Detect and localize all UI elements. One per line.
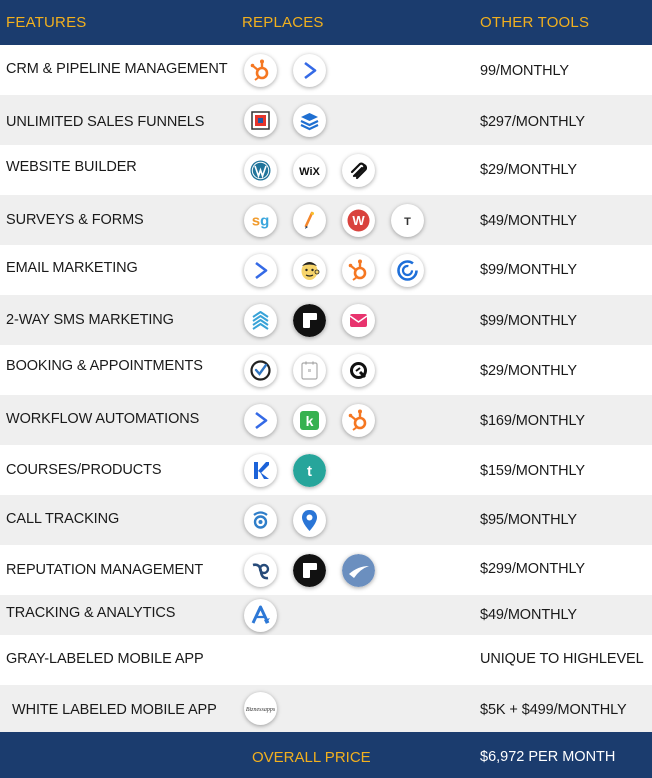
feature-label: COURSES/PRODUCTS	[6, 462, 162, 478]
replaced-tools	[244, 354, 375, 387]
other-tools-price: 99/MONTHLY	[480, 63, 569, 79]
wufoo-icon	[342, 204, 375, 237]
acuity-icon	[244, 354, 277, 387]
replaced-tools	[244, 454, 326, 487]
podium-icon	[293, 554, 326, 587]
header-other-tools: OTHER TOOLS	[480, 14, 590, 31]
calendar-icon	[293, 354, 326, 387]
header-replaces: REPLACES	[242, 14, 324, 31]
surveygizmo-icon	[244, 204, 277, 237]
replaced-tools	[244, 204, 424, 237]
callrail-icon	[244, 504, 277, 537]
squarespace-icon	[342, 154, 375, 187]
other-tools-price: $99/MONTHLY	[480, 313, 577, 329]
other-tools-price: $5K + $499/MONTHLY	[480, 702, 627, 718]
other-tools-price: $299/MONTHLY	[480, 561, 585, 577]
other-tools-price: $95/MONTHLY	[480, 512, 577, 528]
feature-label: GRAY-LABELED MOBILE APP	[6, 651, 204, 667]
replaced-tools	[244, 504, 326, 537]
table-row	[0, 395, 652, 445]
table-row	[0, 45, 652, 95]
replaced-tools	[244, 692, 277, 725]
feature-label: TRACKING & ANALYTICS	[6, 605, 176, 621]
replaced-tools	[244, 599, 277, 632]
replaced-tools	[244, 404, 375, 437]
svg-text:sg: sg	[251, 212, 270, 230]
other-tools-price: $49/MONTHLY	[480, 213, 577, 229]
typeform-icon	[391, 204, 424, 237]
wordpress-icon	[244, 154, 277, 187]
table-row	[0, 545, 652, 595]
feature-label: SURVEYS & FORMS	[6, 212, 144, 228]
birdeye-icon	[244, 554, 277, 587]
table-row	[0, 595, 652, 635]
leadpages-icon	[293, 104, 326, 137]
feature-label: WEBSITE BUILDER	[6, 159, 137, 175]
other-tools-price: $99/MONTHLY	[480, 262, 577, 278]
table-row	[0, 685, 652, 732]
other-tools-price: $29/MONTHLY	[480, 162, 577, 178]
other-tools-price: $159/MONTHLY	[480, 463, 585, 479]
teachable-icon	[293, 454, 326, 487]
svg-text:t: t	[307, 463, 312, 480]
svg-text:WiX: WiX	[299, 166, 320, 178]
replaced-tools	[244, 154, 375, 187]
svg-text:Biznessapps: Biznessapps	[245, 707, 276, 713]
replaced-tools	[244, 104, 326, 137]
textmagic-icon	[342, 304, 375, 337]
jotform-icon	[293, 204, 326, 237]
header-features: FEATURES	[6, 14, 87, 31]
analytics-icon	[244, 599, 277, 632]
table-row	[0, 495, 652, 545]
feature-label: EMAIL MARKETING	[6, 260, 138, 276]
table-row	[0, 295, 652, 345]
other-tools-price: $49/MONTHLY	[480, 607, 577, 623]
svg-text:k: k	[305, 413, 314, 429]
kajabi-icon	[244, 454, 277, 487]
feature-label: CALL TRACKING	[6, 511, 120, 527]
table-footer	[0, 732, 652, 778]
constantcontact-icon	[391, 254, 424, 287]
table-header	[0, 0, 652, 45]
other-tools-price: $297/MONTHLY	[480, 114, 585, 130]
feature-label: BOOKING & APPOINTMENTS	[6, 358, 203, 374]
swoosh-icon	[342, 554, 375, 587]
table-row	[0, 245, 652, 295]
bizness-apps-icon	[244, 692, 277, 725]
activecampaign-icon	[244, 254, 277, 287]
clickfunnels-icon	[244, 104, 277, 137]
hubspot-icon	[244, 54, 277, 87]
activecampaign-icon	[244, 404, 277, 437]
replaced-tools	[244, 254, 424, 287]
feature-label: WHITE LABELED MOBILE APP	[12, 702, 217, 718]
keap-icon	[293, 404, 326, 437]
table-row	[0, 635, 652, 685]
replaced-tools	[244, 554, 375, 587]
feature-label: REPUTATION MANAGEMENT	[6, 562, 204, 578]
wix-icon	[293, 154, 326, 187]
quiq-icon	[342, 354, 375, 387]
hubspot-icon	[342, 404, 375, 437]
table-row	[0, 195, 652, 245]
replaced-tools	[244, 304, 375, 337]
activecampaign-icon	[293, 54, 326, 87]
other-tools-price: $169/MONTHLY	[480, 413, 585, 429]
overall-price-total: $6,972 PER MONTH	[480, 749, 616, 765]
other-tools-price: $29/MONTHLY	[480, 363, 577, 379]
table-row	[0, 345, 652, 395]
feature-label: 2-WAY SMS MARKETING	[6, 312, 174, 328]
feature-label: CRM & PIPELINE MANAGEMENT	[6, 61, 228, 77]
feature-label: UNLIMITED SALES FUNNELS	[6, 114, 205, 130]
svg-text:T: T	[404, 216, 411, 228]
overall-price-label: OVERALL PRICE	[252, 749, 371, 766]
table-row	[0, 445, 652, 495]
other-tools-price: UNIQUE TO HIGHLEVEL	[480, 651, 644, 667]
podium-icon	[293, 304, 326, 337]
table-row	[0, 145, 652, 195]
replaced-tools	[244, 54, 326, 87]
mailchimp-icon	[293, 254, 326, 287]
layers-icon	[244, 304, 277, 337]
map-pin-icon	[293, 504, 326, 537]
svg-text:W: W	[352, 213, 365, 228]
feature-label: WORKFLOW AUTOMATIONS	[6, 411, 200, 427]
hubspot-icon	[342, 254, 375, 287]
table-row	[0, 95, 652, 145]
